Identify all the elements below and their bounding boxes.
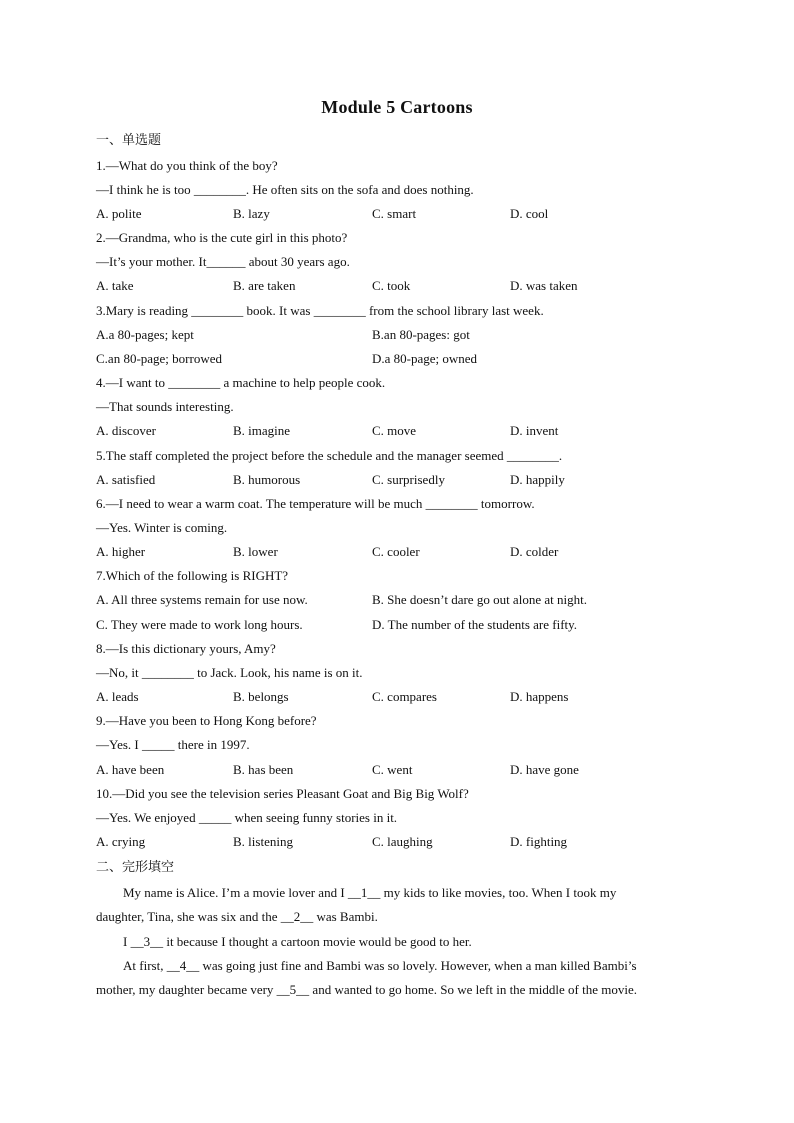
question-6-option-c: C. cooler [372,544,420,559]
question-8-option-d: D. happens [510,689,569,704]
question-4-stem: 4.—I want to ________ a machine to help people cook. [96,375,386,390]
question-1-stem: 1.—What do you think of the boy? [96,158,278,173]
question-2-option-b: B. are taken [233,278,296,293]
question-7-option-b: B. She doesn’t dare go out alone at night. [372,592,587,607]
question-6-answer-line: —Yes. Winter is coming. [96,520,228,535]
passage-line-5: mother, my daughter became very __5__ and wanted to go home. So we left in the middle of the movie. [96,982,638,997]
question-1-option-a: A. polite [96,206,142,221]
question-4-option-c: C. move [372,423,417,438]
section-heading-multiple-choice: 一、单选题 [96,133,162,148]
question-1-option-c: C. smart [372,206,417,221]
question-4-option-a: A. discover [96,423,156,438]
passage-line-3: I __3__ it because I thought a cartoon movie would be good to her. [123,934,472,949]
question-3-stem: 3.Mary is reading ________ book. It was ________ from the school library last week. [96,303,544,318]
question-4-option-d: D. invent [510,423,559,438]
question-3-option-d: D.a 80-page; owned [372,351,478,366]
question-5-option-d: D. happily [510,472,565,487]
question-3-option-c: C.an 80-page; borrowed [96,351,222,366]
question-3-option-b: B.an 80-pages: got [372,327,470,342]
passage-line-1: My name is Alice. I’m a movie lover and I __1__ my kids to like movies, too. When I took my [123,885,617,900]
question-10-stem: 10.—Did you see the television series Pleasant Goat and Big Big Wolf? [96,786,469,801]
question-6-option-d: D. colder [510,544,559,559]
question-2-stem: 2.—Grandma, who is the cute girl in this photo? [96,230,348,245]
question-2-answer-line: —It’s your mother. It______ about 30 years ago. [96,254,350,269]
question-5-option-a: A. satisfied [96,472,156,487]
question-9-stem: 9.—Have you been to Hong Kong before? [96,713,317,728]
question-5-option-c: C. surprisedly [372,472,445,487]
question-1-option-b: B. lazy [233,206,270,221]
question-9-option-c: C. went [372,762,413,777]
question-7-stem: 7.Which of the following is RIGHT? [96,568,289,583]
question-10-option-c: C. laughing [372,834,433,849]
page-title: Module 5 Cartoons [321,97,473,117]
question-7-option-a: A. All three systems remain for use now. [96,592,308,607]
question-1-answer-line: —I think he is too ________. He often sits on the sofa and does nothing. [96,182,474,197]
question-4-option-b: B. imagine [233,423,291,438]
question-8-answer-line: —No, it ________ to Jack. Look, his name is on it. [96,665,363,680]
question-9-option-a: A. have been [96,762,165,777]
question-10-option-d: D. fighting [510,834,568,849]
question-9-option-d: D. have gone [510,762,579,777]
question-3-option-a: A.a 80-pages; kept [96,327,194,342]
question-7-option-d: D. The number of the students are fifty. [372,617,578,632]
question-2-option-a: A. take [96,278,134,293]
passage-line-2: daughter, Tina, she was six and the __2__ was Bambi. [96,909,378,924]
question-5-option-b: B. humorous [233,472,301,487]
question-4-answer-line: —That sounds interesting. [96,399,234,414]
passage-line-4: At first, __4__ was going just fine and Bambi was so lovely. However, when a man killed Bambi’s [123,958,637,973]
question-9-answer-line: —Yes. I _____ there in 1997. [96,737,250,752]
question-8-stem: 8.—Is this dictionary yours, Amy? [96,641,276,656]
question-8-option-c: C. compares [372,689,437,704]
question-10-option-b: B. listening [233,834,293,849]
question-6-option-b: B. lower [233,544,278,559]
question-9-option-b: B. has been [233,762,294,777]
question-10-answer-line: —Yes. We enjoyed _____ when seeing funny stories in it. [96,810,398,825]
question-8-option-a: A. leads [96,689,139,704]
question-6-option-a: A. higher [96,544,146,559]
section-heading-cloze: 二、完形填空 [96,860,175,875]
question-2-option-d: D. was taken [510,278,578,293]
question-2-option-c: C. took [372,278,411,293]
question-6-stem: 6.—I need to wear a warm coat. The temperature will be much ________ tomorrow. [96,496,535,511]
question-8-option-b: B. belongs [233,689,289,704]
question-7-option-c: C. They were made to work long hours. [96,617,303,632]
question-5-stem: 5.The staff completed the project before the schedule and the manager seemed ________. [96,448,563,463]
question-10-option-a: A. crying [96,834,146,849]
question-1-option-d: D. cool [510,206,549,221]
